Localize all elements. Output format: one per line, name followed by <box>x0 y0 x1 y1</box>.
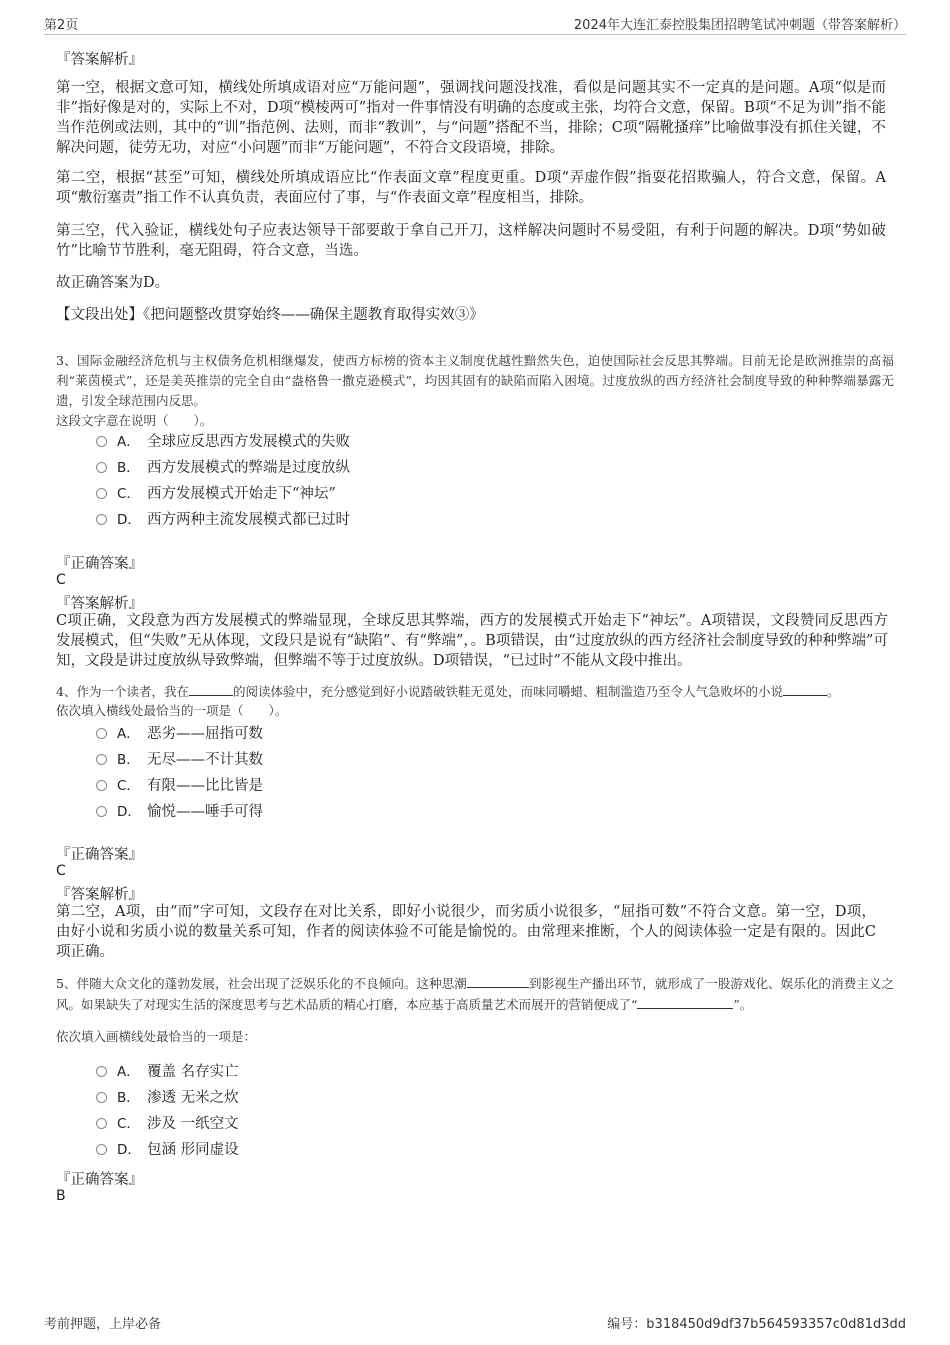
source-text: 《把问题整改贯穿始终——确保主题教育取得实效③》 <box>143 307 484 323</box>
question-5-prompt: 依次填入画横线处最恰当的一项是： <box>56 1029 257 1044</box>
question-4-analysis-label: 『答案解析』 <box>56 887 143 903</box>
document-code: 编号：b318450d9df37b564593357c0d81d3dd <box>607 1317 906 1332</box>
analysis-conclusion: 故正确答案为D。 <box>56 275 170 291</box>
radio-icon[interactable] <box>96 514 107 525</box>
question-5-stem: 5、伴随大众文化的蓬勃发展，社会出现了泛娱乐化的不良倾向。这种思潮 到影视生产播出环节，就形成了一股游戏化、娱乐化的消费主义之风。如果缺失了对现实生活的深度思考与艺术品质的精心打磨，本应基于高质量艺术而展开的营销便成了“ ”。 <box>56 973 894 1015</box>
question-4-option-a[interactable]: A． 恶劣——屈指可数 <box>96 723 263 745</box>
question-3-option-d[interactable]: D． 西方两种主流发展模式都已过时 <box>96 509 350 531</box>
radio-icon[interactable] <box>96 754 107 765</box>
question-5-option-c[interactable]: C． 涉及 一纸空文 <box>96 1113 239 1135</box>
question-3-option-b[interactable]: B． 西方发展模式的弊端是过度放纵 <box>96 457 350 479</box>
page-header <box>44 14 906 35</box>
analysis-paragraph-1: 第一空，根据文意可知，横线处所填成语对应“万能问题”，强调找问题没找准，看似是问题其实不一定真的是问题。A项“似是而非”指好像是对的，实际上不对，D项“模棱两可”指对一件事情没有明确的态度或主张，均符合文意，保留。B项“不足为训”指不能当作范例或法则，其中的“训”指范例、法则，而非“教训”，与“问题”搭配不当，排除；C项“隔靴搔痒”比喻做事没有抓住关键，不解决问题，徒劳无功，对应“小问题”而非“万能问题”，不符合文段语境，排除。 <box>56 80 886 156</box>
fill-blank <box>189 681 233 696</box>
radio-icon[interactable] <box>96 488 107 499</box>
radio-icon[interactable] <box>96 728 107 739</box>
question-3-option-c[interactable]: C． 西方发展模式开始走下“神坛” <box>96 483 336 505</box>
fill-blank <box>783 681 827 696</box>
question-4-prompt: 依次填入横线处最恰当的一项是（ ）。 <box>56 703 288 718</box>
footer-slogan: 考前押题，上岸必备 <box>44 1317 162 1332</box>
radio-icon[interactable] <box>96 1066 107 1077</box>
radio-icon[interactable] <box>96 1144 107 1155</box>
fill-blank <box>637 994 733 1009</box>
source-citation <box>56 305 484 325</box>
question-4-answer-label: 『正确答案』 <box>56 847 143 863</box>
question-4-answer: C <box>56 863 66 879</box>
question-3-prompt: 这段文字意在说明（ ）。 <box>56 413 213 428</box>
analysis-label: 『答案解析』 <box>56 52 143 68</box>
radio-icon[interactable] <box>96 436 107 447</box>
radio-icon[interactable] <box>96 1092 107 1103</box>
question-4-option-c[interactable]: C． 有限——比比皆是 <box>96 775 263 797</box>
question-3-analysis-label: 『答案解析』 <box>56 596 143 612</box>
radio-icon[interactable] <box>96 462 107 473</box>
question-5-answer-label: 『正确答案』 <box>56 1172 143 1188</box>
document-title: 2024年大连汇泰控股集团招聘笔试冲刺题（带答案解析） <box>573 18 906 33</box>
fill-blank <box>467 973 529 988</box>
source-label: 【文段出处】 <box>56 307 143 323</box>
radio-icon[interactable] <box>96 1118 107 1129</box>
question-4-stem: 4、作为一个读者，我在 的阅读体验中，充分感觉到好小说踏破铁鞋无觅处，而味同嚼蜡、粗制滥造乃至令人气急败坏的小说 。 <box>56 681 894 702</box>
question-3-option-a[interactable]: A． 全球应反思西方发展模式的失败 <box>96 431 350 453</box>
radio-icon[interactable] <box>96 780 107 791</box>
question-4-option-b[interactable]: B． 无尽——不计其数 <box>96 749 263 771</box>
question-4-analysis: 第二空，A项，由“而”字可知，文段存在对比关系，即好小说很少，而劣质小说很多，“屈指可数”不符合文意。第一空，D项，由好小说和劣质小说的数量关系可知，作者的阅读体验不可能是愉悦的。由常理来推断，个人的阅读体验一定是有限的。因此C项正确。 <box>56 904 876 960</box>
question-3-answer-label: 『正确答案』 <box>56 556 143 572</box>
question-5-option-a[interactable]: A． 覆盖 名存实亡 <box>96 1061 239 1083</box>
page-number: 第2页 <box>44 18 79 33</box>
analysis-paragraph-3: 第三空，代入验证，横线处句子应表达领导干部要敢于拿自己开刀，这样解决问题时不易受阻，有利于问题的解决。D项“势如破竹”比喻节节胜利，毫无阻碍，符合文意，当选。 <box>56 223 886 259</box>
question-3-analysis: C项正确，文段意为西方发展模式的弊端显现，全球反思其弊端，西方的发展模式开始走下“神坛”。A项错误，文段赞同反思西方发展模式，但“失败”无从体现，文段只是说有“缺陷”、有“弊端”，。B项错误，由“过度放纵的西方经济社会制度导致的种种弊端”可知，文段是讲过度放纵导致弊端，但弊端不等于过度放纵。D项错误，“已过时”不能从文段中推出。 <box>56 613 888 669</box>
analysis-paragraph-2: 第二空，根据“甚至”可知，横线处所填成语应比“作表面文章”程度更重。D项“弄虚作假”指耍花招欺骗人，符合文意，保留。A项“敷衍塞责”指工作不认真负责，表面应付了事，与“作表面文章”程度相当，排除。 <box>56 170 886 206</box>
question-5-option-d[interactable]: D． 包涵 形同虚设 <box>96 1139 239 1161</box>
question-5-answer: B <box>56 1188 66 1204</box>
question-3-stem: 3、国际金融经济危机与主权债务危机相继爆发，使西方标榜的资本主义制度优越性黯然失色，迫使国际社会反思其弊端。目前无论是欧洲推崇的高福利“莱茵模式”，还是美英推崇的完全自由“盎格鲁一撒克逊模式”，均因其固有的缺陷而陷入困境。过度放纵的西方经济社会制度导致的种种弊端暴露无遗，引发全球范围内反思。 <box>56 353 894 408</box>
question-5-option-b[interactable]: B． 渗透 无米之炊 <box>96 1087 239 1109</box>
question-3-answer: C <box>56 572 66 588</box>
question-4-option-d[interactable]: D． 愉悦——唾手可得 <box>96 801 263 823</box>
radio-icon[interactable] <box>96 806 107 817</box>
